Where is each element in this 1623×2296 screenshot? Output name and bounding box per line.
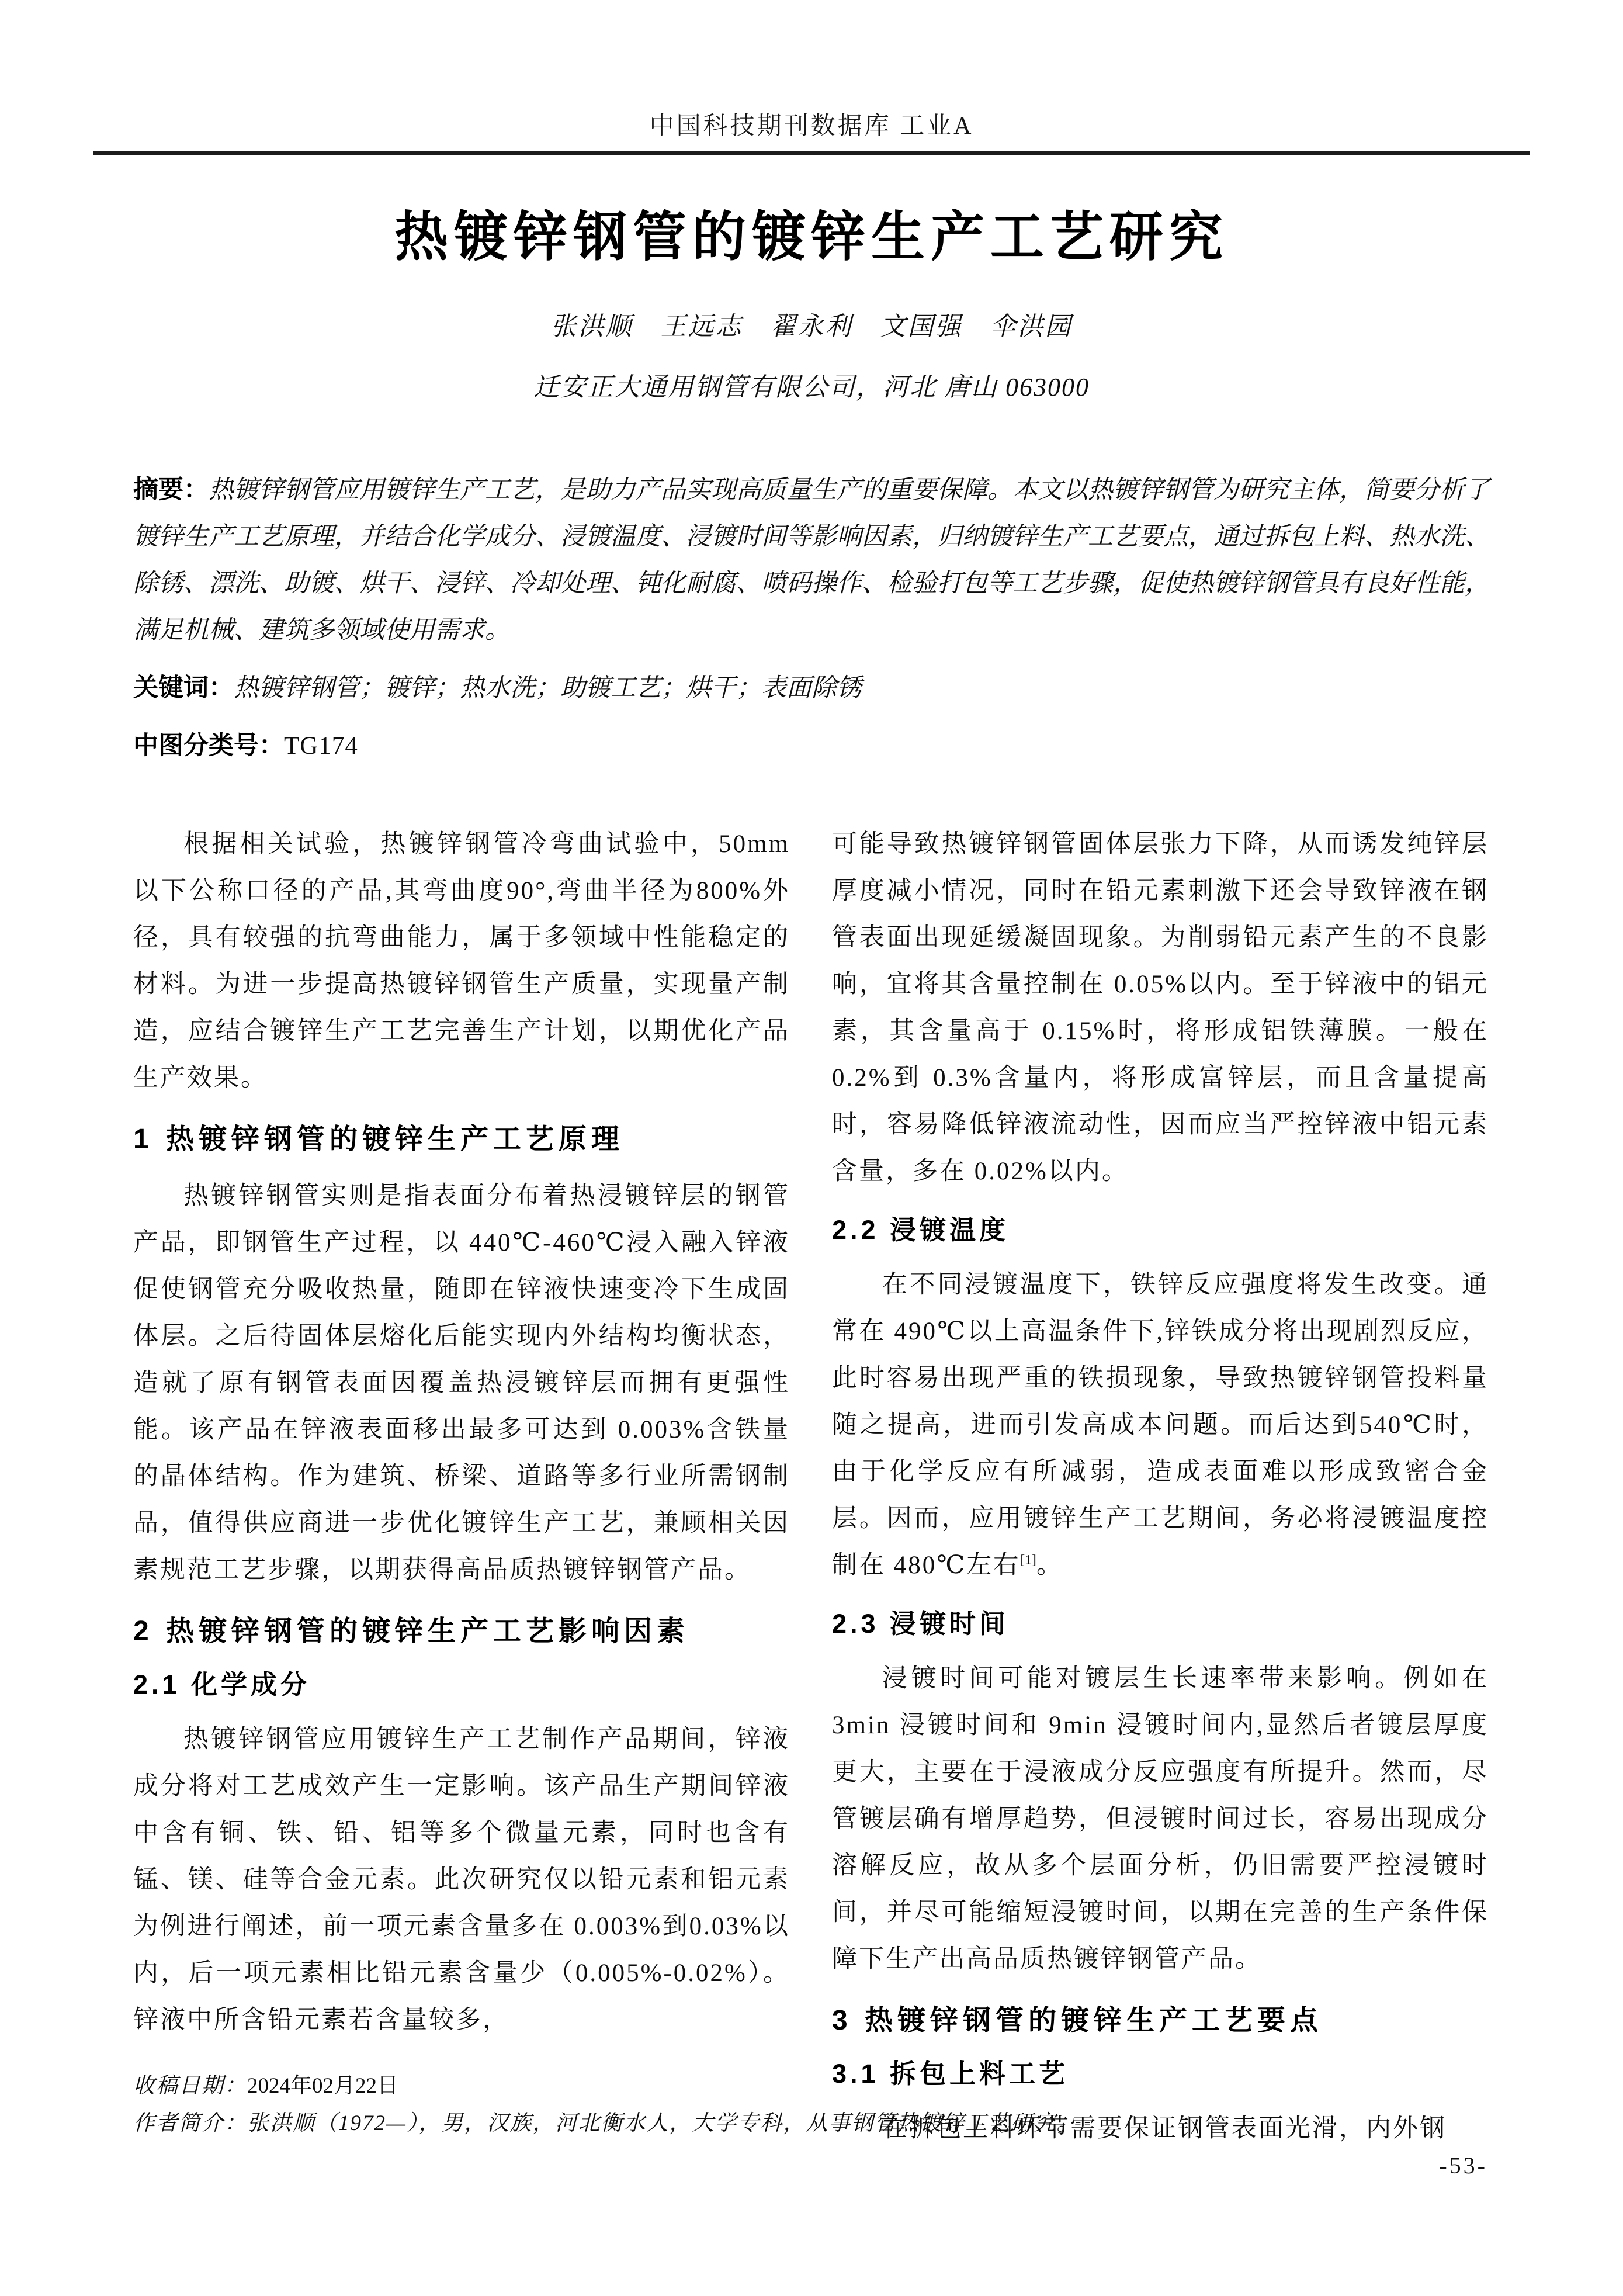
left-column <box>133 821 790 2152</box>
section-2-2-heading: 2.2 浸镀温度 <box>832 1215 1010 1245</box>
authors-line: 张洪顺 王远志 翟永利 文国强 伞洪园 <box>550 312 1073 341</box>
section-2-2-text-end: 。 <box>1036 1552 1063 1579</box>
footnote-block <box>133 2068 1490 2142</box>
abstract-paragraph <box>133 466 1490 654</box>
clc-label: 中图分类号： <box>133 732 284 760</box>
author-bio-value: 张洪顺（1972—），男，汉族，河北衡水人，大学专科，从事钢管热镀锌工艺研究。 <box>247 2111 1080 2135</box>
page-number: -53- <box>1439 2152 1487 2179</box>
section-2-3-heading: 2.3 浸镀时间 <box>832 1609 1010 1639</box>
section-1-heading: 1 热镀锌钢管的镀锌生产工艺原理 <box>133 1124 625 1155</box>
received-date-label: 收稿日期： <box>133 2074 247 2098</box>
clc-line <box>133 722 1490 770</box>
clc-value: TG174 <box>284 732 358 760</box>
keywords-text: 热镀锌钢管；镀锌；热水洗；助镀工艺；烘干；表面除锈 <box>234 674 862 702</box>
author-bio-label: 作者简介： <box>133 2111 247 2135</box>
section-2-2-paragraph <box>832 1262 1489 1589</box>
intro-paragraph: 根据相关试验，热镀锌钢管冷弯曲试验中，50mm以下公称口径的产品,其弯曲度90°,弯曲半径为800%外径，具有较强的抗弯曲能力，属于多领域中性能稳定的材料。为进一步提高热镀锌钢管生产质量，实现量产制造，应结合镀锌生产工艺完善生产计划，以期优化产品生产效果。 <box>133 830 790 1092</box>
received-date-line <box>133 2068 1490 2105</box>
keywords-line <box>133 664 1490 712</box>
keywords-label: 关键词： <box>133 674 234 702</box>
abstract-label: 摘要： <box>133 476 209 504</box>
section-1-paragraph: 热镀锌钢管实则是指表面分布着热浸镀锌层的钢管产品，即钢管生产过程，以 440℃-460℃浸入融入锌液促使钢管充分吸收热量，随即在锌液快速变冷下生成固体层。之后待固体层熔化后能实现内外结构均衡状态，造就了原有钢管表面因覆盖热浸镀锌层而拥有更强性能。该产品在锌液表面移出最多可达到 0.003%含铁量的晶体结构。作为建筑、桥梁、道路等多行业所需钢制品，值得供应商进一步优化镀锌生产工艺，兼顾相关因素规范工艺步骤，以期获得高品质热镀锌钢管产品。 <box>133 1182 790 1584</box>
section-2-1-heading: 2.1 化学成分 <box>133 1670 311 1699</box>
reference-1-superscript: [1] <box>1020 1552 1036 1568</box>
affiliation-line: 迁安正大通用钢管有限公司，河北 唐山 063000 <box>533 373 1090 401</box>
section-2-1-continuation: 可能导致热镀锌钢管固体层张力下降，从而诱发纯锌层厚度减小情况，同时在铅元素刺激下还会导致锌液在钢管表面出现延缓凝固现象。为削弱铅元素产生的不良影响，宜将其含量控制在 0.05%以内。至于锌液中的铝元素，其含量高于 0.15%时，将形成铝铁薄膜。一般在 0.2%到 0.3%含量内，将形成富锌层，而且含量提高时，容易降低锌液流动性，因而应当严控锌液中铝元素含量，多在 0.02%以内。 <box>832 830 1489 1185</box>
section-3-heading: 3 热镀锌钢管的镀锌生产工艺要点 <box>832 2005 1323 2036</box>
body-columns <box>133 821 1490 2152</box>
section-3-1-heading: 3.1 拆包上料工艺 <box>832 2059 1069 2089</box>
section-2-2-text: 在不同浸镀温度下，铁锌反应强度将发生改变。通常在 490℃以上高温条件下,锌铁成分将出现剧烈反应，此时容易出现严重的铁损现象，导致热镀锌钢管投料量随之提高，进而引发高成本问题。而后达到540℃时，由于化学反应有所减弱，造成表面难以形成致密合金层。因而，应用镀锌生产工艺期间，务必将浸镀温度控制在 480℃左右 <box>832 1271 1489 1579</box>
right-column <box>832 821 1489 2152</box>
section-3-1-paragraph: 在拆包上料环节需要保证钢管表面光滑，内外钢 <box>882 2115 1447 2142</box>
received-date-value: 2024年02月22日 <box>247 2074 398 2098</box>
section-2-1-paragraph: 热镀锌钢管应用镀锌生产工艺制作产品期间，锌液成分将对工艺成效产生一定影响。该产品生产期间锌液中含有铜、铁、铅、铝等多个微量元素，同时也含有锰、镁、硅等合金元素。此次研究仅以铅元素和铝元素为例进行阐述，前一项元素含量多在 0.003%到0.03%以内，后一项元素相比铅元素含量少（0.005%-0.02%）。锌液中所含铅元素若含量较多， <box>133 1726 790 2034</box>
section-2-heading: 2 热镀锌钢管的镀锌生产工艺影响因素 <box>133 1616 690 1647</box>
section-2-3-paragraph: 浸镀时间可能对镀层生长速率带来影响。例如在3min 浸镀时间和 9min 浸镀时间内,显然后者镀层厚度更大，主要在于浸液成分反应强度有所提升。然而，尽管镀层确有增厚趋势，但浸镀时间过长，容易出现成分溶解反应，故从多个层面分析，仍旧需要严控浸镀时间，并尽可能缩短浸镀时间，以期在完善的生产条件保障下生产出高品质热镀锌钢管产品。 <box>832 1665 1489 1973</box>
page-title: 热镀锌钢管的镀锌生产工艺研究 <box>394 207 1229 267</box>
abstract-text: 热镀锌钢管应用镀锌生产工艺，是助力产品实现高质量生产的重要保障。本文以热镀锌钢管为研究主体，简要分析了镀锌生产工艺原理，并结合化学成分、浸镀温度、浸镀时间等影响因素，归纳镀锌生产工艺要点，通过拆包上料、热水洗、除锈、漂洗、助镀、烘干、浸锌、冷却处理、钝化耐腐、喷码操作、检验打包等工艺步骤，促使热镀锌钢管具有良好性能，满足机械、建筑多领域使用需求。 <box>133 476 1490 644</box>
abstract-block <box>133 466 1490 770</box>
journal-header: 中国科技期刊数据库 工业A <box>93 0 1530 155</box>
author-bio-line <box>133 2105 1490 2142</box>
